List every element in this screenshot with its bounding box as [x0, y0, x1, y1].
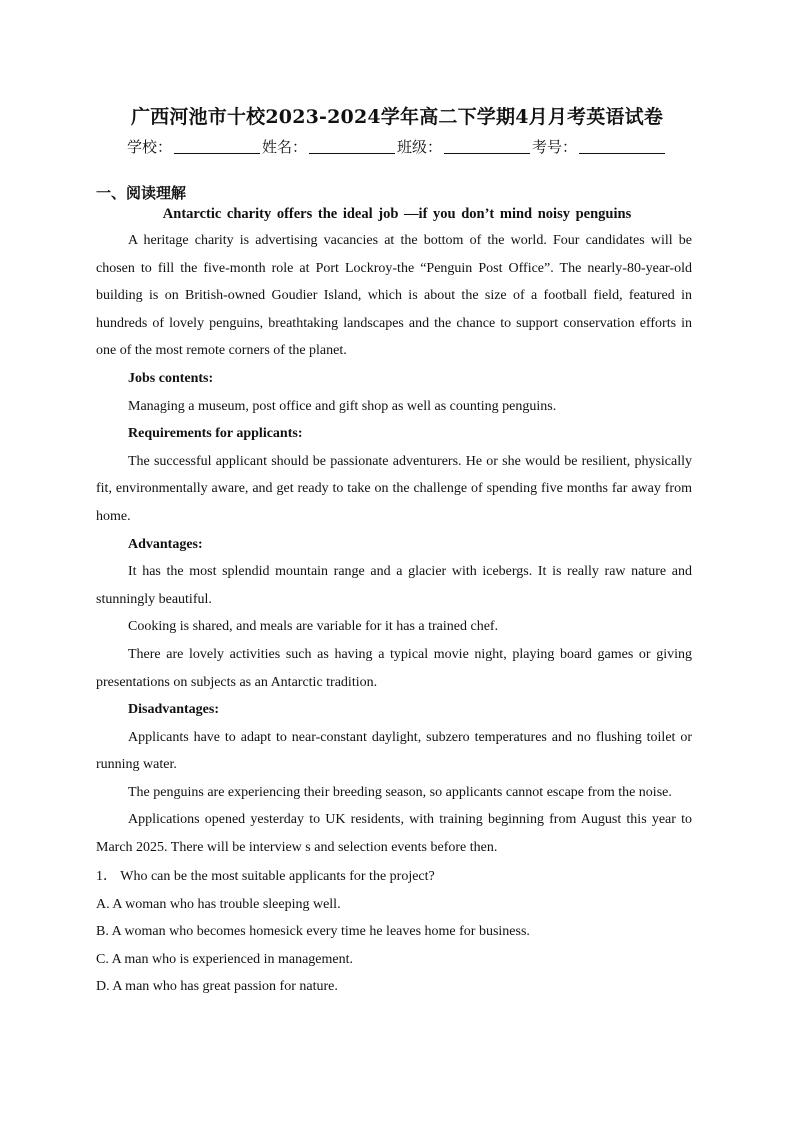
question-stem: 1． Who can be the most suitable applicants for the project?: [96, 868, 435, 884]
passage-intro: A heritage charity is advertising vacancies at the bottom of the world. Four candidates will be chosen to fill the five-month role at Port Lockroy-the “Penguin Post Office”. The nearly-80-year-old building is on British-owned Goudier Island, which is about the size of a football field, featured in hundreds of lovely penguins, breathtaking landscapes and the chance to support conservation efforts in one of the most remote corners of the planet.: [96, 233, 692, 359]
advantage-paragraph: Cooking is shared, and meals are variable for it has a trained chef.: [128, 619, 499, 635]
jobs-text: Managing a museum, post office and gift shop as well as counting penguins.: [128, 398, 557, 414]
answer-option-c[interactable]: C. A man who is experienced in management.: [96, 951, 353, 967]
answer-option-a[interactable]: A. A woman who has trouble sleeping well.: [96, 896, 341, 912]
student-info-line: [0, 136, 794, 157]
disadvantages-heading: Disadvantages:: [128, 702, 220, 718]
class-blank[interactable]: [444, 153, 530, 154]
answer-option-d[interactable]: D. A man who has great passion for nature.: [96, 979, 338, 995]
jobs-heading: Jobs contents:: [128, 370, 214, 386]
name-label: 姓名：: [261, 138, 307, 156]
closing-paragraph: Applications opened yesterday to UK residents, with training beginning from August this year to March 2025. There will be interview s and selection events before then.: [96, 812, 692, 856]
school-label: 学校：: [126, 138, 172, 156]
requirements-text: The successful applicant should be passionate adventurers. He or she would be resilient, physically fit, environmentally aware, and get ready to take on the challenge of spending five months far away from home.: [96, 453, 692, 524]
page-title: 广西河池市十校2023-2024学年高二下学期4月月考英语试卷: [130, 106, 664, 128]
number-blank[interactable]: [579, 153, 665, 154]
passage-title: Antarctic charity offers the ideal job —if you don’t mind noisy penguins: [162, 206, 632, 222]
section-heading: 一、阅读理解: [96, 184, 187, 202]
requirements-heading: Requirements for applicants:: [128, 426, 303, 442]
class-label: 班级：: [397, 138, 443, 156]
disadvantage-paragraph: Applicants have to adapt to near-constant daylight, subzero temperatures and no flushing toilet or running water.: [96, 729, 692, 773]
school-blank[interactable]: [174, 153, 260, 154]
name-blank[interactable]: [309, 153, 395, 154]
passage-body: [96, 227, 692, 1001]
advantage-paragraph: There are lovely activities such as having a typical movie night, playing board games or giving presentations on subjects as an Antarctic tradition.: [96, 646, 692, 690]
advantage-paragraph: It has the most splendid mountain range and a glacier with icebergs. It is really raw nature and stunningly beautiful.: [96, 564, 692, 607]
advantages-heading: Advantages:: [128, 536, 203, 552]
number-label: 考号：: [532, 138, 578, 156]
answer-option-b[interactable]: B. A woman who becomes homesick every time he leaves home for business.: [96, 924, 530, 940]
disadvantage-paragraph: The penguins are experiencing their breeding season, so applicants cannot escape from the noise.: [128, 784, 672, 800]
